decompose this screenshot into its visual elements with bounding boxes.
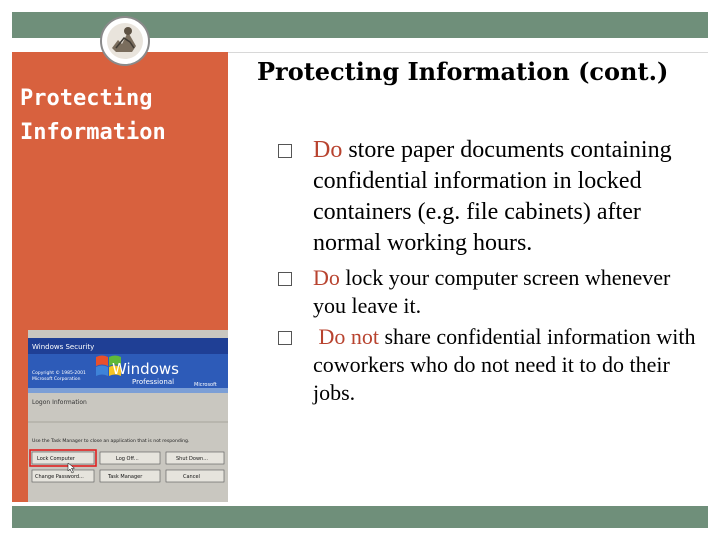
section-title <box>20 82 212 150</box>
screenshot-edition: Professional <box>132 378 175 386</box>
screenshot-copyright: Copyright © 1985-2001 <box>32 371 86 376</box>
title-divider <box>228 52 708 53</box>
bullet-keyword: Do <box>313 265 340 290</box>
bullet-keyword: Do not <box>313 324 379 349</box>
slide-title: Protecting Information (cont.) <box>257 57 669 86</box>
checkbox-bullet-icon <box>278 331 292 345</box>
bullet-item <box>276 323 696 407</box>
checkbox-bullet-icon <box>278 272 292 286</box>
bullet-text: share confidential information with coworkers who do not need it to do their jobs. <box>313 324 696 405</box>
logo-icon <box>102 18 148 64</box>
bullet-text: store paper documents containing confidential information in locked containers (e.g. file cabinets) after normal working hours. <box>313 137 672 256</box>
screenshot-button-label: Task Manager <box>108 474 143 480</box>
screenshot-vendor: Microsoft <box>194 382 217 388</box>
logo-emblem <box>100 16 150 66</box>
bullet-item <box>276 264 696 320</box>
bullet-item <box>276 135 696 259</box>
checkbox-bullet-icon <box>278 144 292 158</box>
bullet-keyword: Do <box>313 137 343 163</box>
screenshot-header: Windows Security <box>32 343 95 351</box>
screenshot-button-label: Log Off... <box>116 456 139 462</box>
screenshot-image <box>28 330 228 502</box>
screenshot-login-info: Logon Information <box>32 399 87 406</box>
screenshot-button-label: Cancel <box>183 474 200 480</box>
bullet-text: lock your computer screen whenever you leave it. <box>313 265 671 318</box>
section-title-line: Protecting <box>20 86 153 111</box>
screenshot-copyright: Microsoft Corporation <box>32 377 81 382</box>
bullet-list <box>276 135 696 407</box>
section-title-line: Information <box>20 120 166 145</box>
windows-security-screenshot <box>28 330 228 502</box>
bottom-bar <box>12 506 708 528</box>
screenshot-brand: Windows <box>112 360 179 378</box>
screenshot-button-label: Change Password... <box>35 474 84 480</box>
screenshot-button-label: Shut Down... <box>176 456 208 462</box>
screenshot-task-hint: Use the Task Manager to close an application that is not responding. <box>32 439 190 444</box>
screenshot-button-label: Lock Computer <box>37 456 75 462</box>
